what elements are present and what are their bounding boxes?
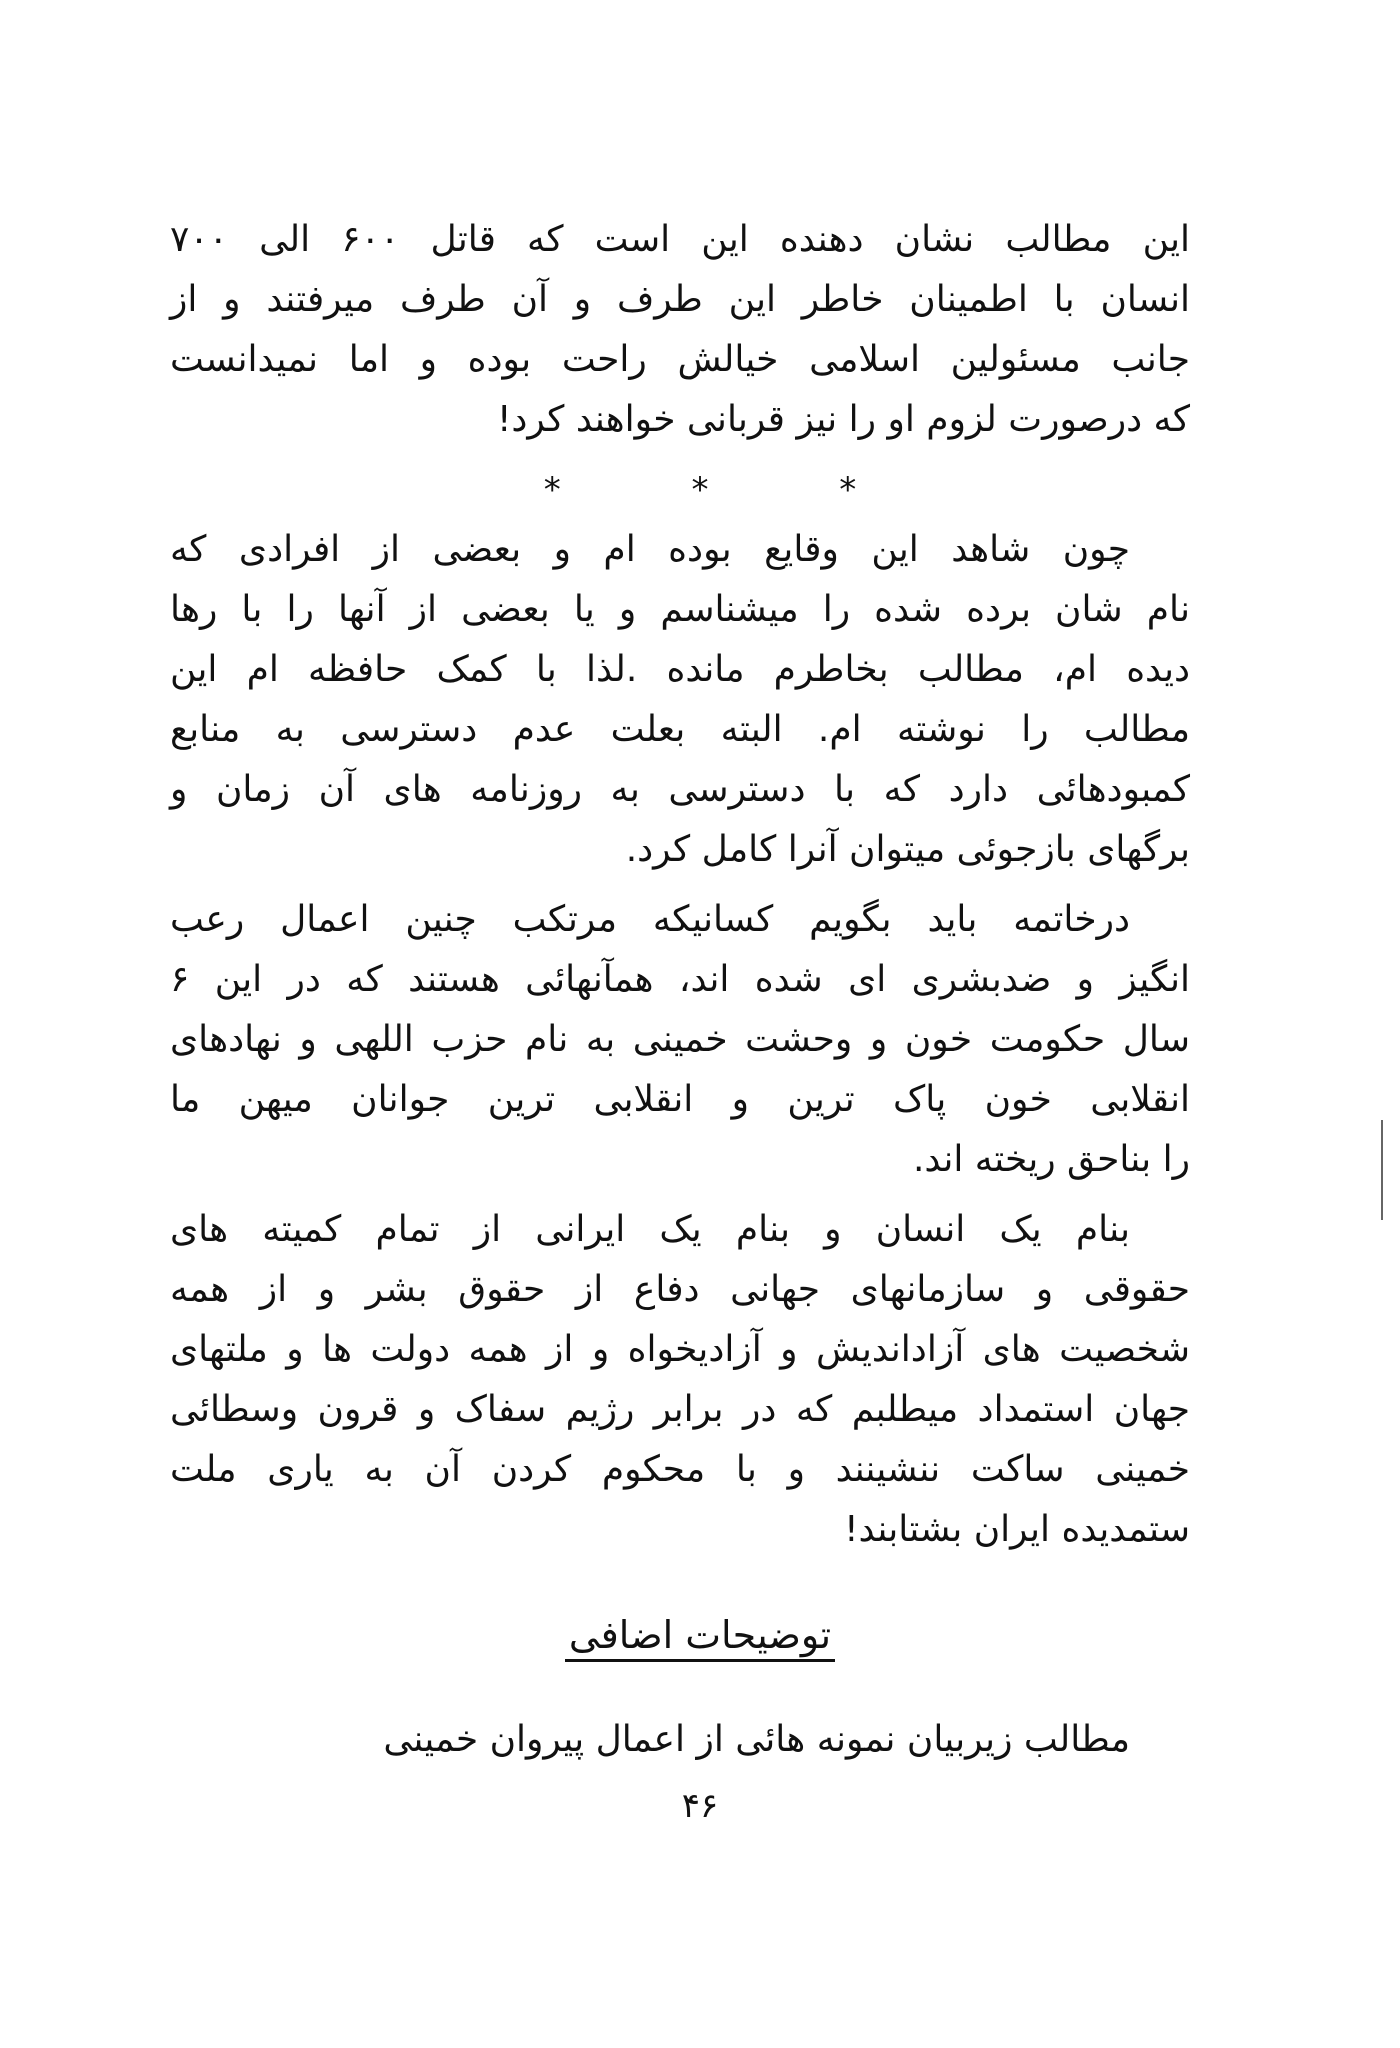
- scan-edge-mark: [1381, 1120, 1383, 1220]
- section-heading: [0, 1605, 1400, 1665]
- paragraph-2: [170, 520, 1190, 880]
- text-line: انقلابی خون پاک ترین و انقلابی ترین جوانان میهن ما: [170, 1079, 1190, 1120]
- text-line: نام شان برده شده را میشناسم و یا بعضی از آنها را با رها: [170, 589, 1190, 630]
- text-line: مطالب را نوشته ام. البته بعلت عدم دسترسی به منابع: [170, 709, 1190, 750]
- text-line: برگهای بازجوئی میتوان آنرا کامل کرد.: [625, 829, 1190, 870]
- text-line: انگیز و ضدبشری ای شده اند، همآنهائی هستند که در این ۶: [170, 959, 1190, 1000]
- text-line: حقوقی و سازمانهای جهانی دفاع از حقوق بشر و از همه: [170, 1269, 1190, 1310]
- text-line: بنام یک انسان و بنام یک ایرانی از تمام کمیته های: [170, 1209, 1130, 1250]
- section-separator: * * *: [543, 470, 917, 510]
- text-line: که درصورت لزوم او را نیز قربانی خواهند کرد!: [496, 399, 1190, 440]
- paragraph-4: [170, 1200, 1190, 1560]
- text-line: درخاتمه باید بگویم کسانیکه مرتکب چنین اعمال رعب: [170, 899, 1130, 940]
- heading-text: توضیحات اضافی: [565, 1613, 835, 1662]
- text-line: جهان استمداد میطلبم که در برابر رژیم سفاک و قرون وسطائی: [170, 1389, 1190, 1430]
- text-line: سال حکومت خون و وحشت خمینی به نام حزب اللهی و نهادهای: [170, 1019, 1190, 1060]
- text-line: کمبودهائی دارد که با دسترسی به روزنامه های آن زمان و: [170, 769, 1190, 810]
- paragraph-3: [170, 890, 1190, 1190]
- text-line: انسان با اطمینان خاطر این طرف و آن طرف میرفتند و از: [170, 279, 1190, 320]
- text-line: شخصیت های آزاداندیش و آزادیخواه و از همه دولت ها و ملتهای: [170, 1329, 1190, 1370]
- text-line: جانب مسئولین اسلامی خیالش راحت بوده و اما نمیدانست: [170, 339, 1190, 380]
- text-line: ستمدیده ایران بشتابند!: [844, 1509, 1190, 1550]
- text-line: را بناحق ریخته اند.: [912, 1139, 1190, 1180]
- text-line: مطالب زیربیان نمونه هائی از اعمال پیروان خمینی: [383, 1719, 1130, 1760]
- text-line: این مطالب نشان دهنده این است که قاتل ۶۰۰ الی ۷۰۰: [170, 219, 1190, 260]
- text-line: دیده ام، مطالب بخاطرم مانده .لذا با کمک حافظه ام این: [170, 649, 1190, 690]
- text-line: خمینی ساکت ننشینند و با محکوم کردن آن به یاری ملت: [170, 1449, 1190, 1490]
- paragraph-1: [170, 210, 1190, 450]
- text-line: چون شاهد این وقایع بوده ام و بعضی از افرادی که: [170, 529, 1130, 570]
- paragraph-5: [170, 1710, 1190, 1770]
- page-number: ۴۶: [681, 1786, 719, 1826]
